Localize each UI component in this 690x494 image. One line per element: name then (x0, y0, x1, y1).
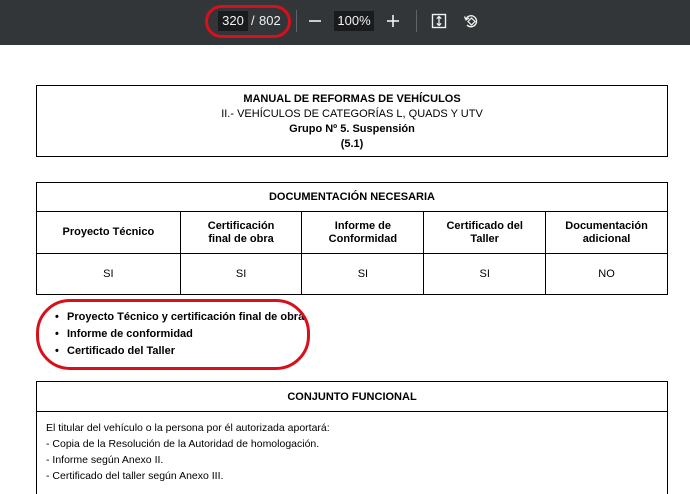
column-header-line: Certificación (207, 219, 275, 232)
documentation-table (36, 182, 668, 295)
plus-icon (386, 14, 400, 28)
table-cell-value: SI (302, 254, 424, 295)
conjunto-funcional-body (37, 412, 667, 484)
zoom-out-button[interactable] (302, 8, 328, 34)
body-line: - Certificado del taller según Anexo III. (46, 470, 224, 482)
zoom-level-input[interactable]: 100% (334, 11, 374, 31)
column-header-line: Taller (470, 232, 499, 245)
list-item: • Proyecto Técnico y certificación final de obra (52, 309, 304, 326)
column-header (424, 212, 546, 254)
column-header (180, 212, 302, 254)
fit-page-button[interactable] (426, 8, 452, 34)
column-header-line: Proyecto Técnico (62, 226, 155, 238)
highlight-ring-page-number (205, 5, 291, 38)
toolbar-divider (296, 10, 297, 32)
document-page (0, 45, 690, 494)
conjunto-funcional-box (36, 381, 668, 494)
column-header-line: final de obra (208, 232, 274, 245)
table-cell-value: SI (37, 254, 181, 295)
rotate-icon (463, 13, 479, 29)
page-number-input[interactable]: 320 (218, 11, 248, 31)
column-header (302, 212, 424, 254)
manual-title-box (36, 85, 668, 157)
body-line: - Informe según Anexo II. (46, 454, 164, 466)
column-header-line: Informe de (334, 219, 391, 232)
toolbar-divider (416, 10, 417, 32)
zoom-in-button[interactable] (380, 8, 406, 34)
conjunto-funcional-title: CONJUNTO FUNCIONAL (37, 382, 667, 412)
column-header-line: Conformidad (328, 232, 398, 245)
rotate-button[interactable] (458, 8, 484, 34)
column-header-line: Certificado del (446, 219, 523, 232)
table-cell-value: NO (546, 254, 668, 295)
page-total: 802 (259, 13, 281, 28)
group-title: Grupo Nº 5. Suspensión (289, 123, 415, 135)
manual-subtitle: II.- VEHÍCULOS DE CATEGORÍAS L, QUADS Y UTV (221, 108, 483, 120)
body-line: - Copia de la Resolución de la Autoridad de homologación. (46, 438, 320, 450)
highlight-ring-bullets (36, 299, 310, 370)
fit-page-icon (431, 13, 447, 29)
documentation-title: DOCUMENTACIÓN NECESARIA (37, 183, 668, 212)
manual-title: MANUAL DE REFORMAS DE VEHÍCULOS (243, 93, 461, 105)
table-cell-value: SI (424, 254, 546, 295)
list-item: • Informe de conformidad (52, 326, 304, 343)
pdf-toolbar (0, 0, 690, 45)
list-item: • Certificado del Taller (52, 343, 304, 360)
page-separator: / (251, 13, 255, 28)
table-cell-value: SI (180, 254, 302, 295)
column-header-line: Documentación (565, 219, 648, 232)
column-header (546, 212, 668, 254)
column-header (37, 212, 181, 254)
body-line: El titular del vehículo o la persona por él autorizada aportará: (46, 422, 330, 434)
minus-icon (308, 14, 322, 28)
group-code: (5.1) (340, 138, 364, 150)
column-header-line: adicional (582, 232, 631, 245)
